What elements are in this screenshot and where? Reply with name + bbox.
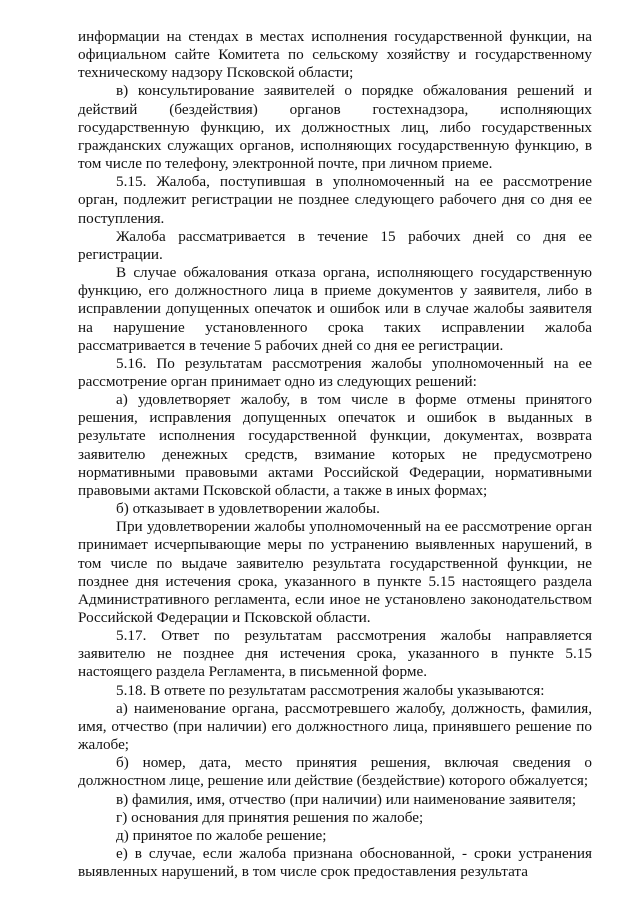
document-body [78,28,592,881]
paragraph-item-v-consultation: в) консультирование заявителей о порядке обжалования решений и действий (бездействия) органов гостехнадзора, исполняющих государственную функцию, их должностных лиц, либо государственных гражданских служащих органов, исполняющих государственную функцию, в том числе по телефону, электронной почте, при личном приеме. [78,82,592,173]
paragraph-refusal-appeal: В случае обжалования отказа органа, исполняющего государственную функцию, его должностного лица в приеме документов у заявителя, либо в исправлении допущенных опечаток и ошибок или в случае жалобы заявителя на нарушение установленного срока таких исправлении жалоба рассматривается в течение 5 рабочих дней со дня ее регистрации. [78,264,592,354]
paragraph-item-e-deadlines: е) в случае, если жалоба признана обоснованной, - сроки устранения выявленных нарушений, в том числе срок предоставления результата [78,845,592,881]
paragraph-item-b-decision: б) номер, дата, место принятия решения, включая сведения о должностном лице, решение или действие (бездействие) которого обжалуется; [78,754,592,790]
paragraph-item-a-authority: а) наименование органа, рассмотревшего жалобу, должность, фамилия, имя, отчество (при наличии) его должностного лица, принявшего решение по жалобе; [78,699,592,754]
paragraph-5-18: 5.18. В ответе по результатам рассмотрения жалобы указываются: [116,681,545,699]
paragraph-5-15: 5.15. Жалоба, поступившая в уполномоченный на ее рассмотрение орган, подлежит регистрации не позднее следующего рабочего дня со дня ее поступления. [78,173,592,227]
paragraph-item-d-decision: д) принятое по жалобе решение; [116,826,327,844]
paragraph-item-a-satisfies: а) удовлетворяет жалобу, в том числе в форме отмены принятого решения, исправления допущенных опечаток и ошибок в выданных в результате исполнения государственной функции, документах, возврата заявителю денежных средств, взимание которых не предусмотрено нормативными правовыми актами Российской Федерации, нормативными правовыми актами Псковской области, а также в иных формах; [78,391,592,499]
paragraph-continuation: информации на стендах в местах исполнения государственной функции, на официальном сайте Комитета по сельскому хозяйству и государственному техническому надзору Псковской области; [78,28,592,82]
paragraph-item-g-grounds: г) основания для принятия решения по жалобе; [116,808,424,826]
paragraph-5-17: 5.17. Ответ по результатам рассмотрения жалобы направляется заявителю не позднее дня истечения срока, указанного в пункте 5.15 настоящего раздела Регламента, в письменной форме. [78,627,592,681]
paragraph-5-16: 5.16. По результатам рассмотрения жалобы уполномоченный на ее рассмотрение орган принимает одно из следующих решений: [78,354,592,390]
paragraph-satisfaction-measures: При удовлетворении жалобы уполномоченный на ее рассмотрение орган принимает исчерпывающие меры по устранению выявленных нарушений, в том числе по выдаче заявителю результата государственной функции, не позднее дня истечения срока, указанного в пункте 5.15 настоящего раздела Административного регламента, если иное не установлено законодательством Российской Федерации и Псковской области. [78,518,592,626]
paragraph-item-b-refuses: б) отказывает в удовлетворении жалобы. [116,500,380,518]
paragraph-review-period: Жалоба рассматривается в течение 15 рабочих дней со дня ее регистрации. [78,227,592,263]
paragraph-item-v-applicant: в) фамилия, имя, отчество (при наличии) или наименование заявителя; [116,790,577,808]
